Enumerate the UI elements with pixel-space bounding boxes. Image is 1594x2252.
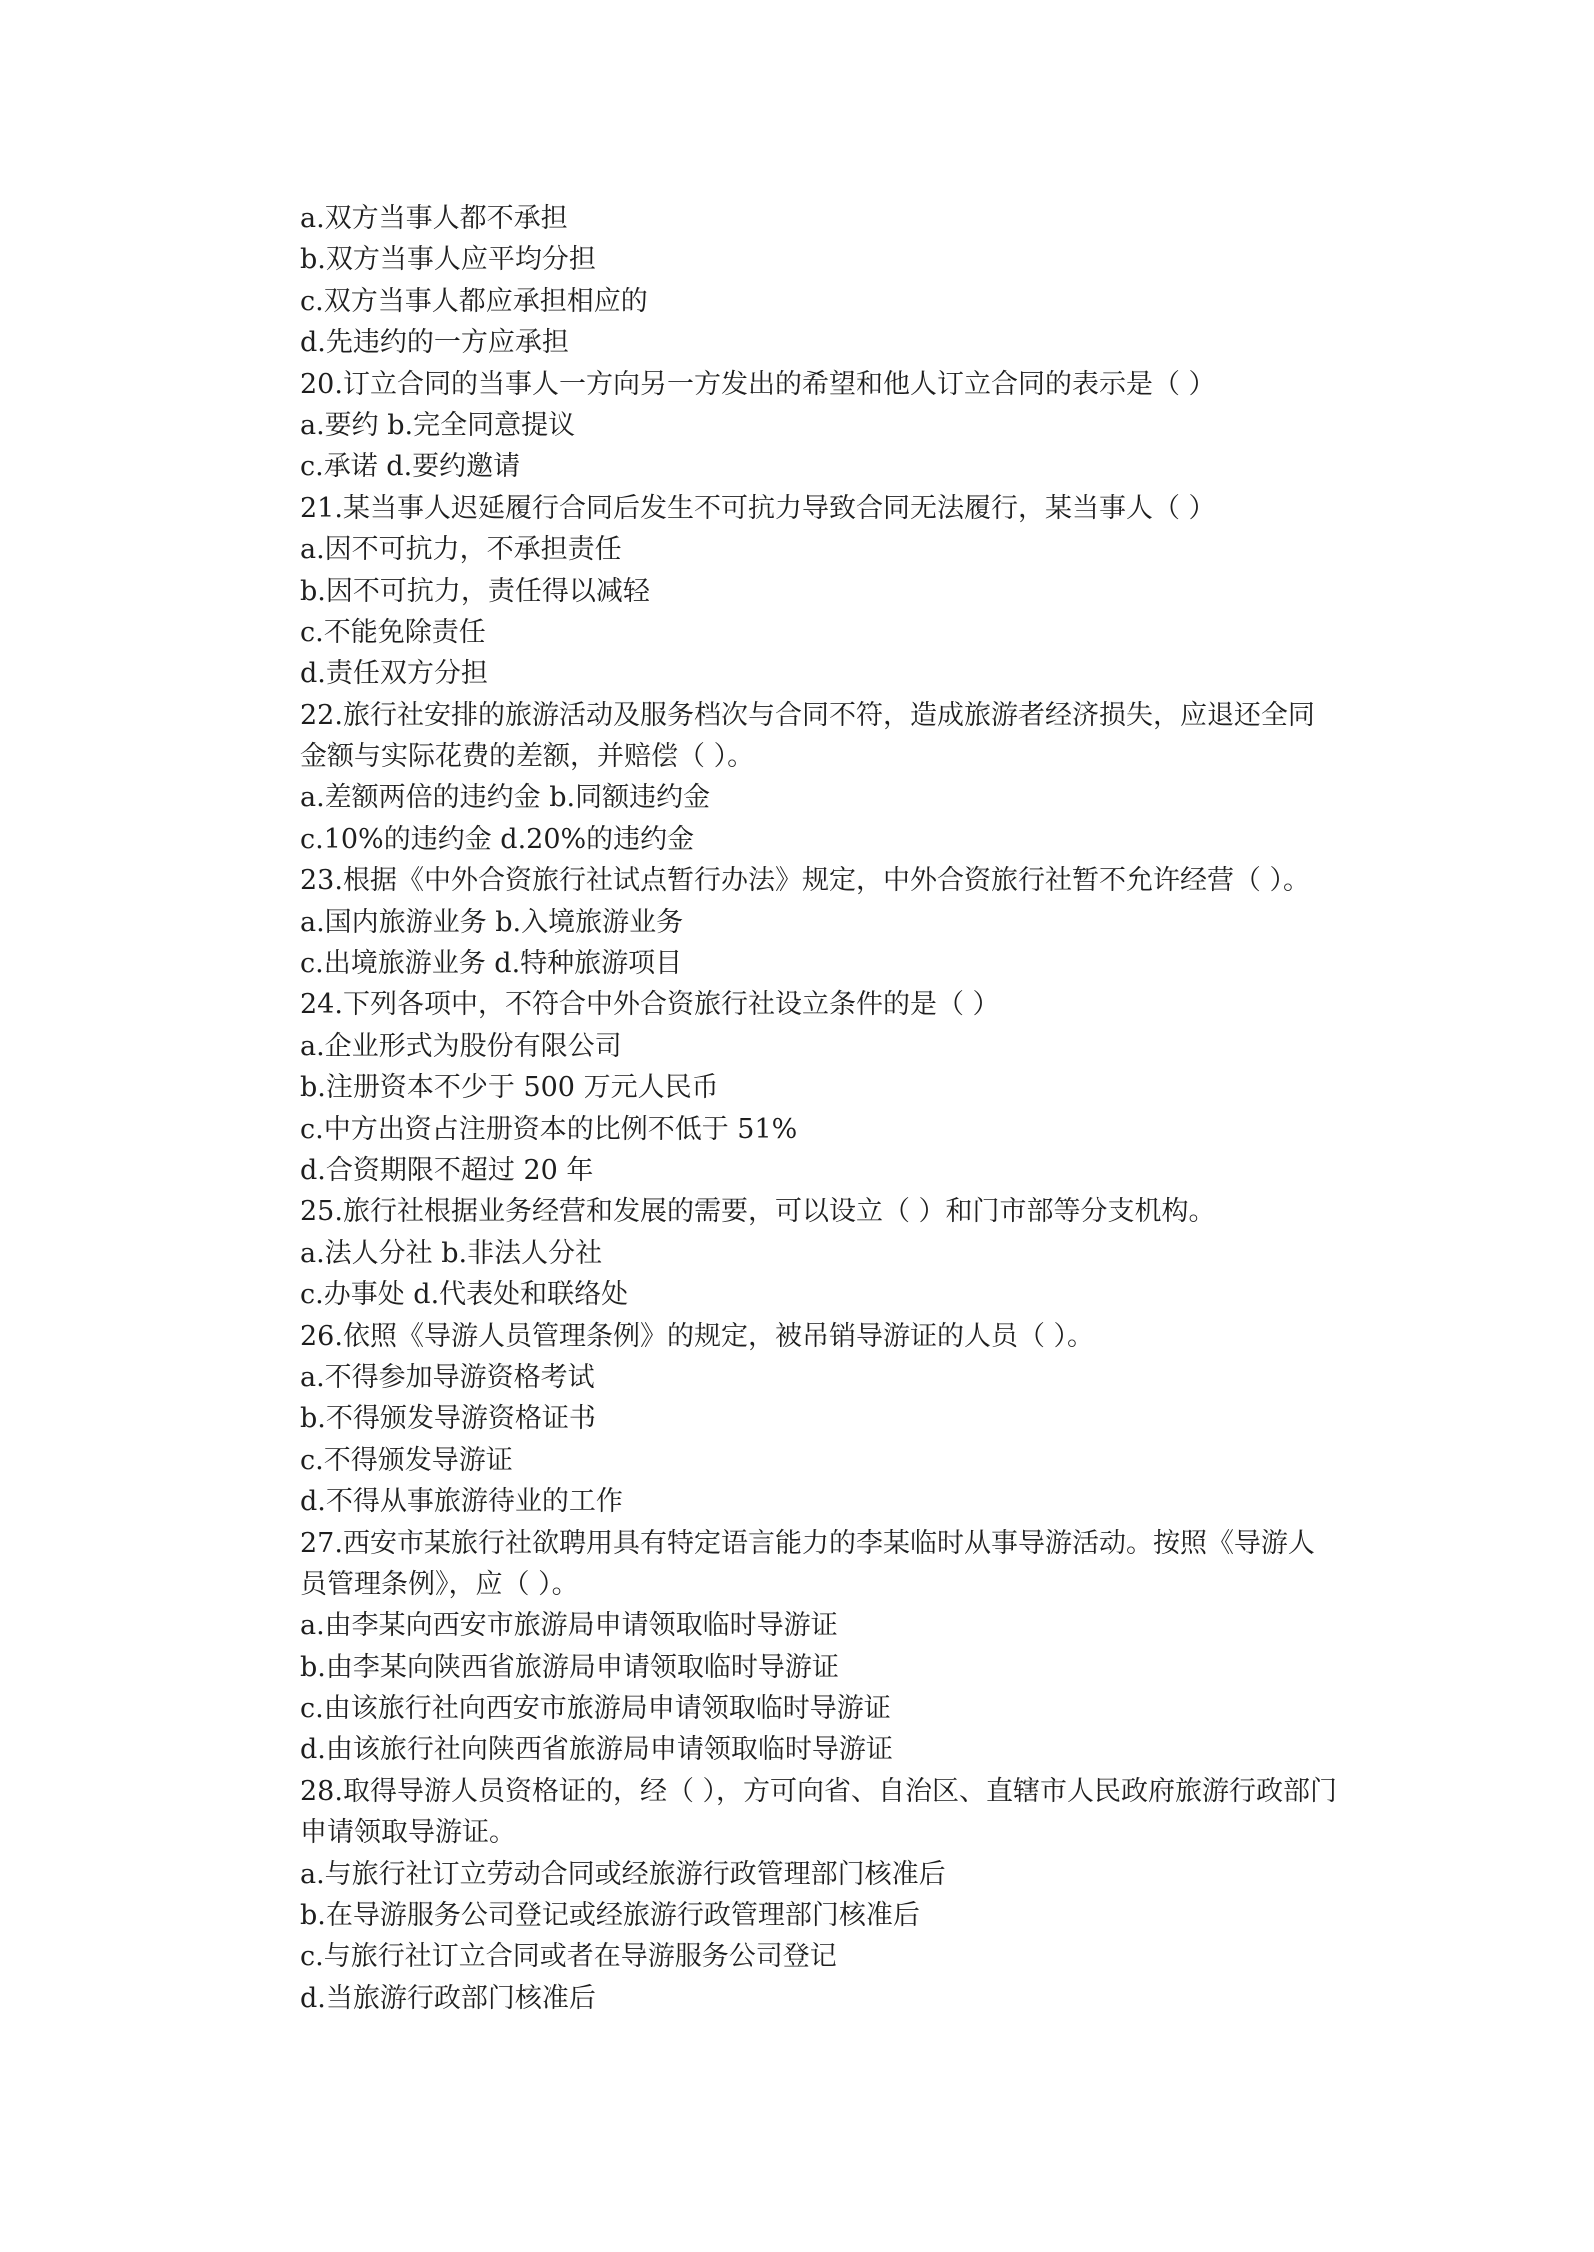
option-line: b.在导游服务公司登记或经旅游行政管理部门核准后 — [300, 1900, 920, 1932]
option-line: c.承诺 d.要约邀请 — [300, 451, 521, 483]
option-line: a.差额两倍的违约金 b.同额违约金 — [300, 782, 711, 814]
option-line: c.中方出资占注册资本的比例不低于 51% — [300, 1113, 798, 1145]
option-line: c.双方当事人都应承担相应的 — [300, 285, 648, 317]
option-line: d.不得从事旅游待业的工作 — [300, 1486, 623, 1518]
question-24: 24.下列各项中，不符合中外合资旅行社设立条件的是（ ） — [300, 989, 1000, 1021]
option-line: d.合资期限不超过 20 年 — [300, 1154, 594, 1186]
question-27-continued: 员管理条例》，应（ ）。 — [300, 1568, 579, 1600]
option-line: a.法人分社 b.非法人分社 — [300, 1237, 603, 1269]
option-line: b.因不可抗力，责任得以减轻 — [300, 575, 650, 607]
option-line: a.国内旅游业务 b.入境旅游业务 — [300, 906, 684, 938]
question-27: 27.西安市某旅行社欲聘用具有特定语言能力的李某临时从事导游活动。按照《导游人 — [300, 1527, 1315, 1559]
option-line: b.注册资本不少于 500 万元人民币 — [300, 1072, 719, 1104]
option-line: b.不得颁发导游资格证书 — [300, 1403, 596, 1435]
option-line: c.由该旅行社向西安市旅游局申请领取临时导游证 — [300, 1693, 891, 1725]
option-line: c.10%的违约金 d.20%的违约金 — [300, 823, 695, 855]
option-line: c.不得颁发导游证 — [300, 1444, 513, 1476]
question-22-continued: 金额与实际花费的差额，并赔偿（ ）。 — [300, 741, 755, 773]
option-line: c.办事处 d.代表处和联络处 — [300, 1279, 629, 1311]
option-line: d.先违约的一方应承担 — [300, 327, 569, 359]
question-28: 28.取得导游人员资格证的，经（ ），方可向省、自治区、直辖市人民政府旅游行政部门 — [300, 1775, 1338, 1807]
option-line: a.双方当事人都不承担 — [300, 203, 568, 234]
question-21: 21.某当事人迟延履行合同后发生不可抗力导致合同无法履行，某当事人（ ） — [300, 492, 1216, 524]
option-line: a.要约 b.完全同意提议 — [300, 409, 576, 441]
question-26: 26.依照《导游人员管理条例》的规定，被吊销导游证的人员（ ）。 — [300, 1320, 1095, 1352]
option-line: a.因不可抗力，不承担责任 — [300, 534, 622, 566]
option-line: a.不得参加导游资格考试 — [300, 1361, 595, 1393]
option-line: d.责任双方分担 — [300, 658, 488, 690]
option-line: c.与旅行社订立合同或者在导游服务公司登记 — [300, 1941, 837, 1973]
option-line: d.由该旅行社向陕西省旅游局申请领取临时导游证 — [300, 1734, 893, 1766]
option-line: a.企业形式为股份有限公司 — [300, 1030, 622, 1062]
option-line: c.出境旅游业务 d.特种旅游项目 — [300, 948, 683, 980]
question-23: 23.根据《中外合资旅行社试点暂行办法》规定，中外合资旅行社暂不允许经营（ ）。 — [300, 865, 1311, 897]
option-line: b.双方当事人应平均分担 — [300, 244, 596, 276]
question-25: 25.旅行社根据业务经营和发展的需要，可以设立（ ）和门市部等分支机构。 — [300, 1196, 1216, 1228]
option-line: c.不能免除责任 — [300, 616, 486, 648]
option-line: d.当旅游行政部门核准后 — [300, 1982, 596, 2014]
question-22: 22.旅行社安排的旅游活动及服务档次与合同不符，造成旅游者经济损失，应退还全同 — [300, 699, 1315, 731]
question-20: 20.订立合同的当事人一方向另一方发出的希望和他人订立合同的表示是（ ） — [300, 368, 1216, 400]
question-28-continued: 申请领取导游证。 — [300, 1817, 516, 1849]
option-line: a.与旅行社订立劳动合同或经旅游行政管理部门核准后 — [300, 1858, 946, 1890]
option-line: b.由李某向陕西省旅游局申请领取临时导游证 — [300, 1651, 839, 1683]
question-text-block — [300, 198, 1350, 2019]
option-line: a.由李某向西安市旅游局申请领取临时导游证 — [300, 1610, 838, 1642]
